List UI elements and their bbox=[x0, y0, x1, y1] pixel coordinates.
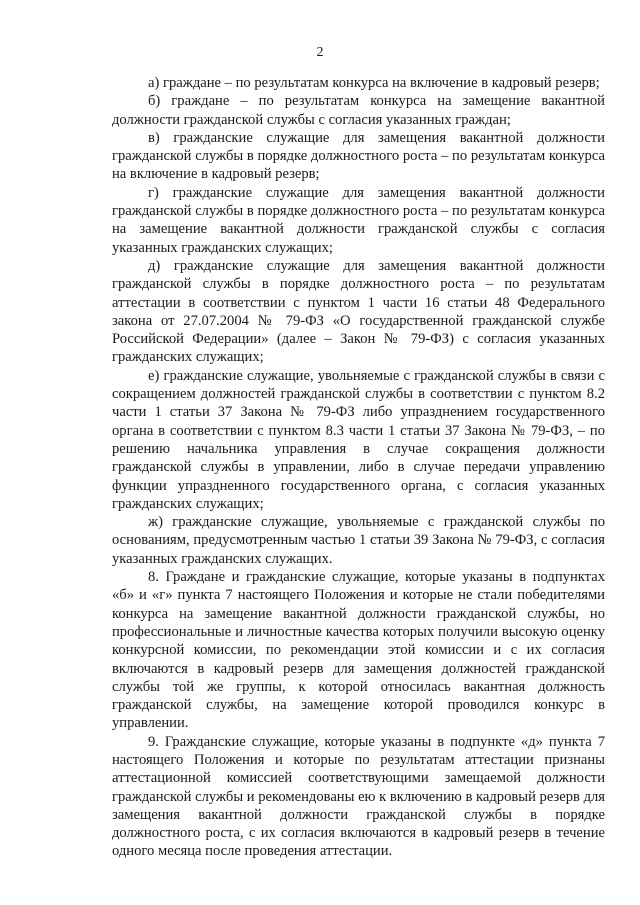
subitem-e: е) гражданские служащие, увольняемые с гражданской службы в связи с сокращением должностей гражданской службы в соответствии с пунктом 8.2 части 1 статьи 37 Закона № 79-ФЗ либо упразднением государственного органа в соответствии с пунктом 8.3 части 1 статьи 37 Закона № 79-ФЗ, – по решению начальника управления в случае сокращения должности гражданской службы в управлении, либо в случае передачи управлению функции упраздненного государственного органа, с согласия указанных гражданских служащих; bbox=[112, 367, 605, 512]
subitem-b: б) граждане – по результатам конкурса на замещение вакантной должности гражданской службы с согласия указанных граждан; bbox=[112, 93, 605, 128]
document-body bbox=[112, 74, 605, 861]
subitem-a: а) граждане – по результатам конкурса на включение в кадровый резерв; bbox=[148, 75, 600, 91]
subitem-d: д) гражданские служащие для замещения вакантной должности гражданской службы в порядке должностного роста – по результатам аттестации в соответствии с пунктом 1 части 16 статьи 48 Федерального закона от 27.07.2004 № 79-ФЗ «О государственной гражданской службе Российской Федерации» (далее – Закон № 79-ФЗ) с согласия указанных гражданских служащих; bbox=[112, 257, 605, 366]
subitem-g: г) гражданские служащие для замещения вакантной должности гражданской службы в порядке должностного роста – по результатам конкурса на замещение вакантной должности гражданской службы с согласия указанных гражданских служащих; bbox=[112, 184, 605, 256]
clause-9: 9. Гражданские служащие, которые указаны в подпункте «д» пункта 7 настоящего Положения и которые по результатам аттестации признаны аттестационной комиссией соответствующими замещаемой должности гражданской службы и рекомендованы ею к включению в кадровый резерв для замещения вакантной должности гражданской службы в порядке должностного роста, с их согласия включаются в кадровый резерв в течение одного месяца после проведения аттестации. bbox=[112, 733, 605, 860]
subitem-v: в) гражданские служащие для замещения вакантной должности гражданской службы в порядке должностного роста – по результатам конкурса на включение в кадровый резерв; bbox=[112, 129, 605, 183]
clause-8: 8. Граждане и гражданские служащие, которые указаны в подпунктах «б» и «г» пункта 7 настоящего Положения и которые не стали победителями конкурса на замещение вакантной должности гражданской службы, но профессиональные и личностные качества которых получили высокую оценку конкурсной комиссии, по рекомендации этой комиссии и с их согласия включаются в кадровый резерв для замещения должностей гражданской службы той же группы, к которой относилась вакантная должность гражданской службы, на замещение которой проводился конкурс в управлении. bbox=[112, 569, 605, 732]
page-number: 2 bbox=[316, 45, 324, 60]
subitem-zh: ж) гражданские служащие, увольняемые с гражданской службы по основаниям, предусмотренным частью 1 статьи 39 Закона № 79-ФЗ, с согласия указанных гражданских служащих. bbox=[112, 514, 605, 567]
